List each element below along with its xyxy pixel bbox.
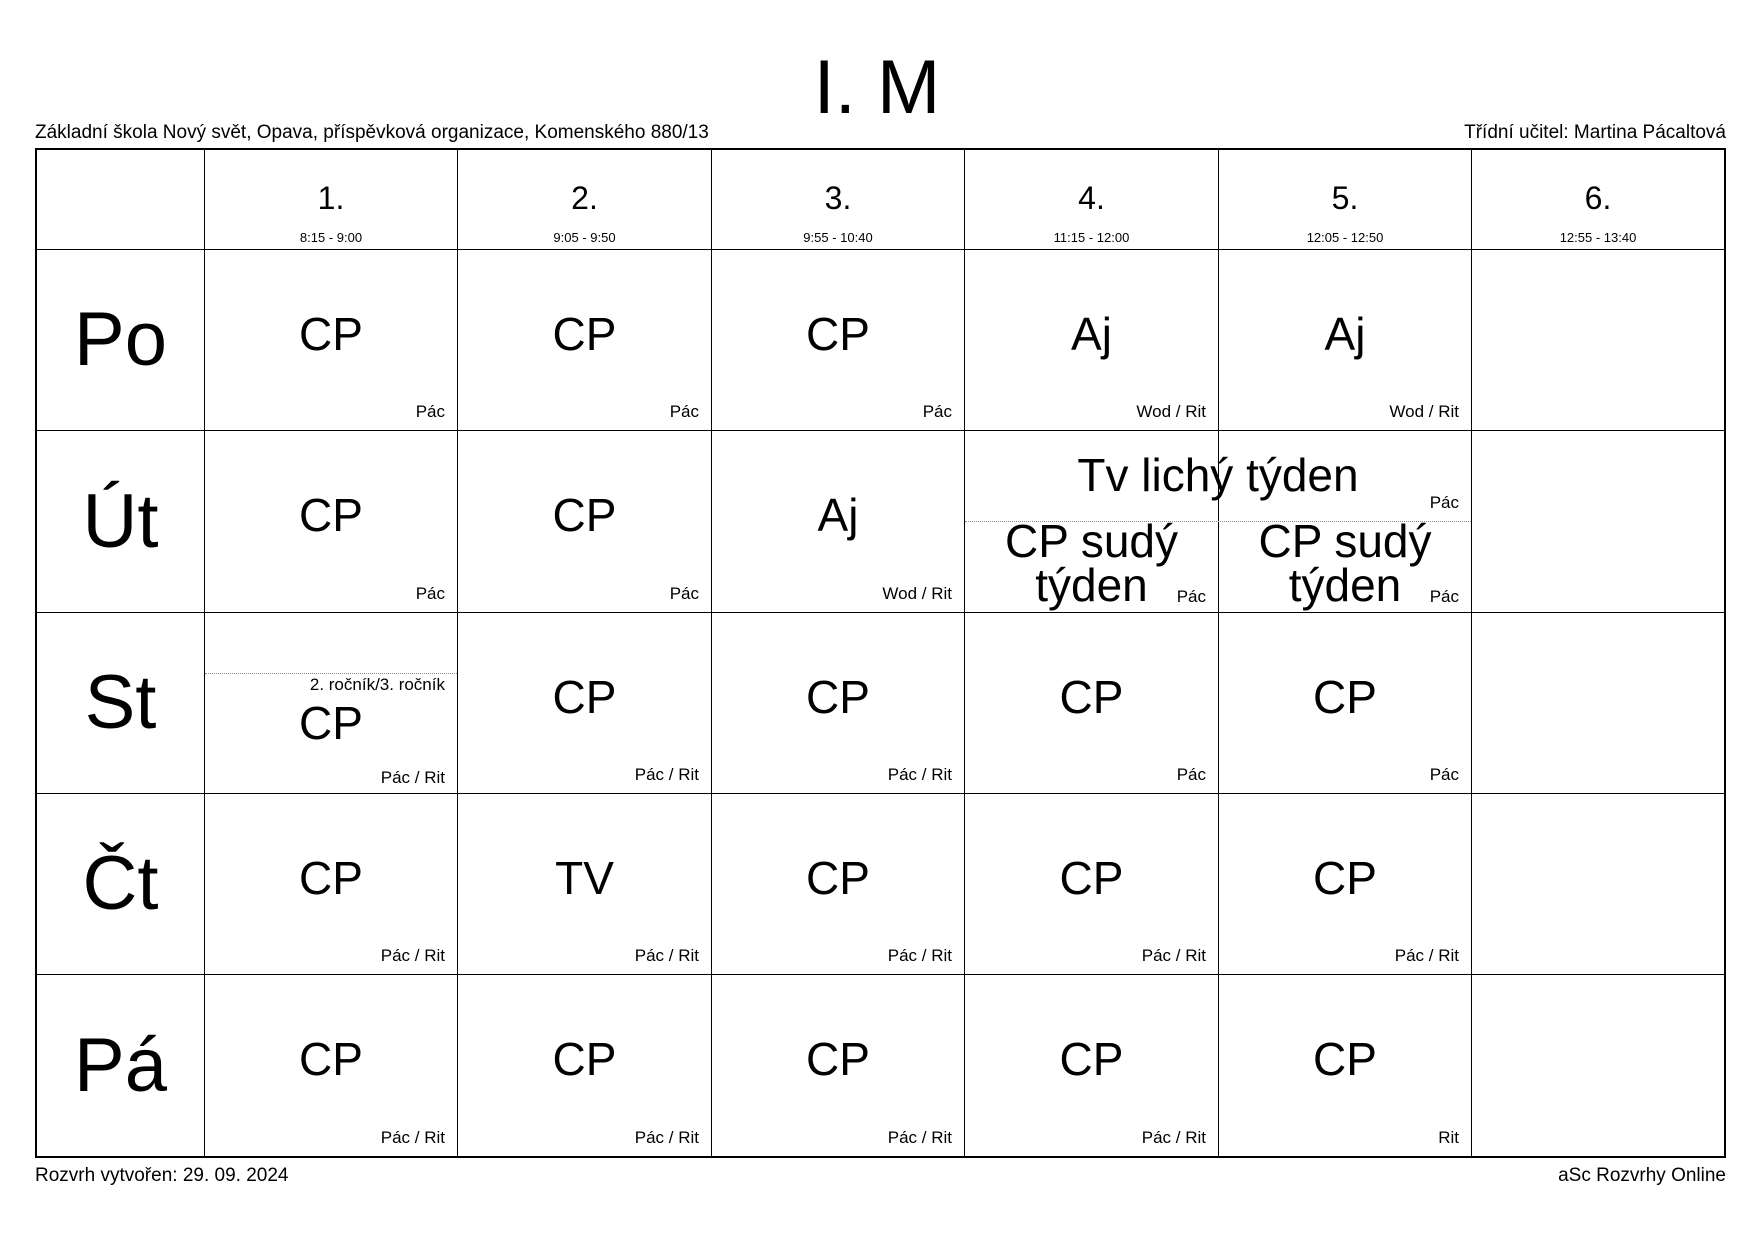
lesson-cell	[712, 250, 964, 430]
period-number: 2.	[571, 180, 598, 216]
lesson-subject: CP	[1313, 852, 1377, 904]
lesson-cell	[712, 613, 964, 793]
lesson-subject: Aj	[1071, 308, 1112, 360]
lesson-cell	[965, 613, 1218, 793]
period-time: 9:05 - 9:50	[553, 230, 616, 245]
period-header	[712, 150, 964, 249]
lesson-teacher: Pác	[1429, 587, 1459, 606]
lesson-subject: CP	[806, 852, 870, 904]
period-header	[205, 150, 457, 249]
class-teacher: Třídní učitel: Martina Pácaltová	[1464, 122, 1726, 143]
period-header	[1472, 150, 1724, 249]
lesson-cell	[965, 975, 1218, 1156]
lesson-cell	[1219, 975, 1471, 1156]
page-title: I. M	[813, 45, 941, 130]
period-time: 12:55 - 13:40	[1559, 230, 1637, 245]
lesson-teacher: Pác / Rit	[1141, 946, 1206, 965]
lesson-cell	[205, 431, 457, 612]
grid-line	[1471, 150, 1472, 1156]
lesson-subject: CP	[552, 308, 617, 360]
period-number: 6.	[1584, 180, 1612, 216]
lesson-subject: CP	[552, 1033, 617, 1085]
lesson-cell	[712, 975, 964, 1156]
lesson-subject: Aj	[1324, 308, 1366, 360]
lesson-cell	[458, 613, 711, 793]
lesson-subject: CP	[1059, 852, 1124, 904]
lesson-teacher: Pác / Rit	[634, 765, 699, 784]
lesson-teacher: Pác / Rit	[887, 765, 952, 784]
period-number: 3.	[824, 180, 852, 216]
day-label	[37, 975, 204, 1156]
day-name: Čt	[82, 841, 159, 926]
lesson-cell	[458, 250, 711, 430]
generator-credit: aSc Rozvrhy Online	[1558, 1165, 1726, 1186]
lesson-cell	[1219, 250, 1471, 430]
lesson-subject: CP	[299, 489, 363, 541]
period-header	[1219, 150, 1471, 249]
lesson-teacher: Pác / Rit	[634, 1128, 699, 1147]
lesson-teacher: Pác / Rit	[1394, 946, 1459, 965]
lesson-subject: CP	[552, 489, 617, 541]
day-name: St	[84, 660, 157, 745]
lesson-subject: CP	[1313, 671, 1377, 723]
lesson-subject: Tv lichý týden	[1077, 449, 1359, 501]
day-name: Po	[74, 297, 167, 382]
lesson-cell	[205, 975, 457, 1156]
lesson-group: 2. ročník/3. ročník	[309, 675, 445, 694]
period-time: 9:55 - 10:40	[803, 230, 873, 245]
period-time: 8:15 - 9:00	[299, 230, 363, 245]
lesson-cell	[205, 794, 457, 974]
lesson-teacher: Pác / Rit	[380, 768, 445, 787]
day-label	[37, 431, 204, 612]
lesson-teacher: Pác	[1429, 765, 1459, 784]
lesson-subject: CP sudý týden	[1004, 515, 1179, 611]
lesson-teacher: Pác / Rit	[380, 946, 445, 965]
lesson-teacher: Wod / Rit	[882, 584, 952, 603]
lesson-cell	[712, 794, 964, 974]
lesson-subject: CP sudý týden	[1258, 515, 1432, 611]
lesson-cell	[965, 250, 1218, 430]
lesson-teacher: Pác	[1176, 587, 1206, 606]
lesson-subject: CP	[299, 852, 363, 904]
lesson-subject: CP	[299, 308, 363, 360]
timetable-grid	[35, 148, 1726, 1158]
lesson-subject: CP	[552, 671, 617, 723]
lesson-teacher: Pác / Rit	[634, 946, 699, 965]
lesson-teacher: Pác	[415, 584, 445, 603]
lesson-teacher: Pác	[669, 584, 699, 603]
lesson-teacher: Pác / Rit	[887, 1128, 952, 1147]
lesson-teacher: Wod / Rit	[1389, 402, 1459, 421]
day-name: Pá	[74, 1022, 167, 1108]
day-label	[37, 250, 204, 430]
lesson-cell	[458, 794, 711, 974]
period-number: 5.	[1331, 180, 1359, 216]
lesson-cell	[965, 794, 1218, 974]
school-name: Základní škola Nový svět, Opava, příspěvková organizace, Komenského 880/13	[35, 122, 709, 143]
lesson-teacher: Pác	[1429, 493, 1459, 512]
split-lesson-cell	[965, 431, 1218, 612]
lesson-subject: CP	[299, 1033, 363, 1085]
day-label	[37, 794, 204, 974]
lesson-teacher: Pác / Rit	[1141, 1128, 1206, 1147]
period-number: 4.	[1078, 180, 1105, 216]
lesson-cell	[1219, 794, 1471, 974]
created-date: Rozvrh vytvořen: 29. 09. 2024	[35, 1165, 289, 1186]
period-header	[458, 150, 711, 249]
lesson-subject: CP	[299, 697, 363, 749]
period-header	[965, 150, 1218, 249]
lesson-cell	[458, 431, 711, 612]
day-label	[37, 613, 204, 793]
lesson-cell	[205, 250, 457, 430]
lesson-subject: CP	[806, 1033, 870, 1085]
lesson-subject: CP	[806, 308, 870, 360]
lesson-cell	[458, 975, 711, 1156]
lesson-subject: CP	[806, 671, 870, 723]
period-time: 12:05 - 12:50	[1306, 230, 1384, 245]
lesson-teacher: Pác	[415, 402, 445, 421]
split-lesson-cell	[1219, 431, 1471, 612]
lesson-teacher: Pác	[1176, 765, 1206, 784]
lesson-teacher: Pác / Rit	[380, 1128, 445, 1147]
lesson-teacher: Pác	[669, 402, 699, 421]
period-time: 11:15 - 12:00	[1053, 230, 1130, 245]
lesson-subject: TV	[555, 852, 614, 904]
lesson-cell	[712, 431, 964, 612]
lesson-subject: CP	[1313, 1033, 1377, 1085]
lesson-subject: CP	[1059, 1033, 1124, 1085]
lesson-teacher: Pác	[922, 402, 952, 421]
lesson-teacher: Wod / Rit	[1136, 402, 1206, 421]
lesson-subject: Aj	[817, 489, 859, 541]
lesson-teacher: Pác / Rit	[887, 946, 952, 965]
day-name: Út	[82, 478, 159, 564]
period-number: 1.	[317, 180, 345, 216]
lesson-cell	[205, 613, 457, 793]
lesson-teacher: Rit	[1438, 1128, 1459, 1147]
lesson-subject: CP	[1059, 671, 1124, 723]
lesson-cell	[1219, 613, 1471, 793]
